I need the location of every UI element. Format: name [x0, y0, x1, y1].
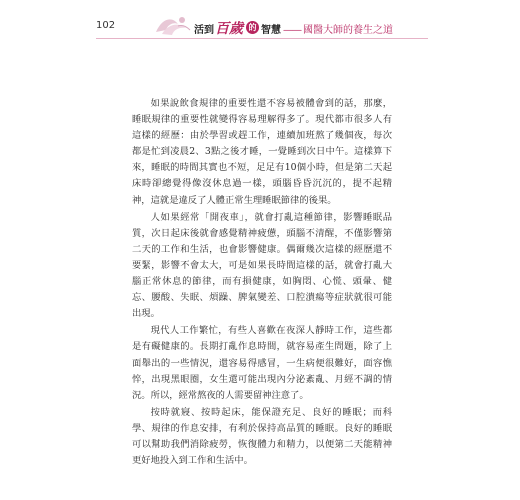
angel-ornament-icon: [152, 10, 196, 40]
body-text: [132, 96, 392, 469]
page-header: [0, 0, 520, 44]
paragraph-4: 按時就寢、按時起床，能保證充足、良好的睡眠；而科學、規律的作息安排，有利於保持高品質的睡眠。良好的睡眠可以幫助我們消除疲勞，恢復體力和精力，以便第二天能精神更好地投入到工作和生活中。: [132, 406, 392, 467]
paragraph-2: 人如果經常「開夜車」，就會打亂這種節律，影響睡眠品質，次日起床後就會感覺精神疲憊，頭腦不清醒，不僅影響第二天的工作和生活，也會影響健康。偶爾幾次這樣的經歷還不要緊，影響不會太大，可是如果長時間這樣的話，就會打亂大腦正常休息的節律，而有損健康，如胸悶、心慌、頭暈、健忘、腰酸、失眠、煩躁、脾氣變差、口腔潰瘍等症狀就很可能出現。: [132, 211, 392, 320]
book-subtitle: 國醫大師的養生之道: [303, 25, 393, 36]
paragraph-1: 如果說飲食規律的重要性還不容易被體會到的話，那麼，睡眠規律的重要性就變得容易理解得多了。現代都市很多人有這樣的經歷：由於學習或趕工作，連續加班熬了幾個夜，每次都是忙到凌晨2、3點之後才睡，一覺睡到次日中午。這樣算下來，睡眠的時間其實也不短，足足有10個小時，但是第二天起床時卻總覺得像沒休息過一樣，頭腦昏昏沉沉的，提不起精神，這就是違反了人體正常生理睡眠節律的後果。: [132, 98, 392, 206]
paragraph-3: 現代人工作繁忙，有些人喜歡在夜深人靜時工作，這些都是有礙健康的。長期打亂作息時間，就容易產生問題，除了上面舉出的一些情況，還容易得感冒，一生病便很難好，面容憔悴，出現黑眼圈，女生還可能出現內分泌紊亂、月經不調的情況。所以，經常熬夜的人需要留神注意了。: [132, 325, 392, 401]
title-circle-char: 的: [246, 21, 259, 34]
book-title: [194, 18, 393, 36]
title-part-1: 活到: [194, 25, 214, 36]
page-number: 102: [96, 20, 116, 31]
header-divider: [96, 38, 428, 39]
title-emphasis: 百歲: [215, 21, 243, 37]
title-dash: ——: [283, 25, 301, 36]
title-part-2: 智慧: [261, 25, 281, 36]
